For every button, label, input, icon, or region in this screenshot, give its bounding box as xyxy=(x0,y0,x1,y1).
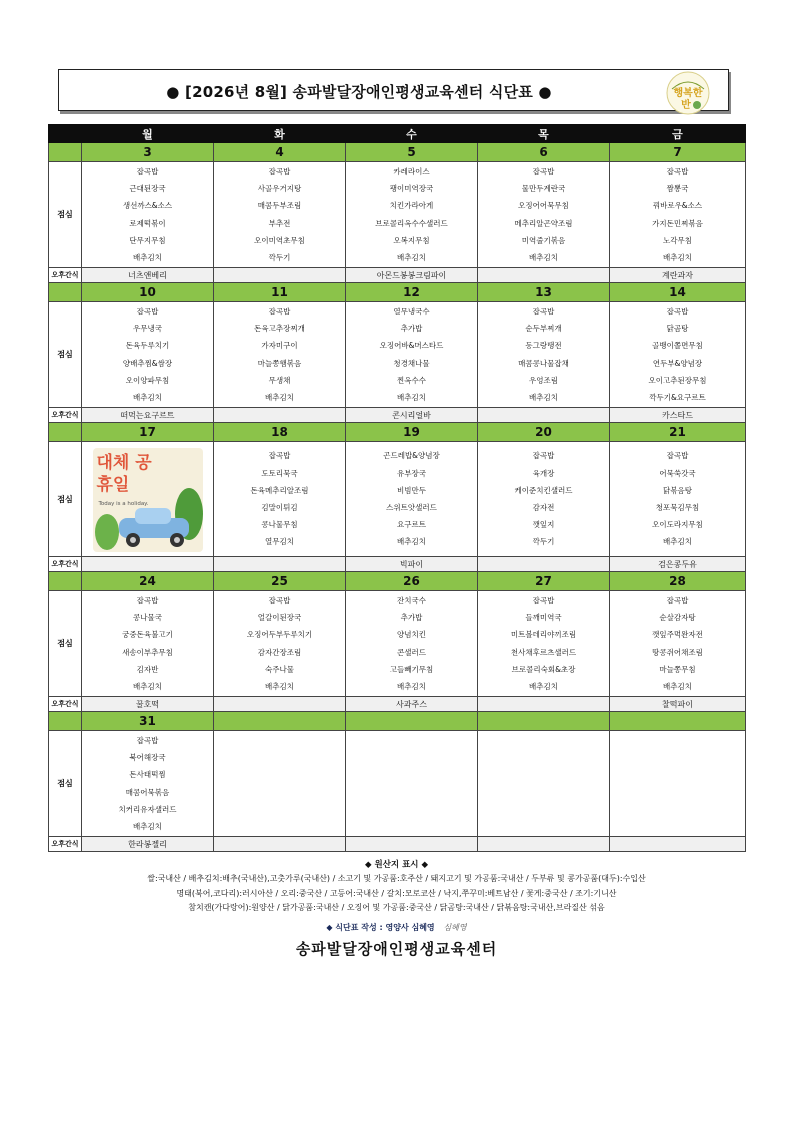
menu-item: 오이양파무침 xyxy=(125,375,170,385)
date-cell: 21 xyxy=(610,423,746,442)
menu-item: 얼갈이된장국 xyxy=(257,613,302,623)
snack-cell: 떠먹는요구르트 xyxy=(82,408,214,423)
menu-item: 배추김치 xyxy=(529,252,558,262)
snack-cell xyxy=(610,837,746,852)
date-cell: 12 xyxy=(346,283,478,302)
lunch-label: 점심 xyxy=(49,731,82,837)
date-cell: 26 xyxy=(346,572,478,591)
menu-item: 부추전 xyxy=(268,218,291,228)
origin-line: 참치캔(가다랑어):원양산 / 닭가공품:국내산 / 오징어 및 가공품:중국산 / 닭곰탕:국내산 / 닭볶음탕:국내산,브라질산 섞음 xyxy=(188,903,605,912)
menu-item: 잡곡밥 xyxy=(666,166,689,176)
lunch-row xyxy=(49,302,746,408)
menu-item: 잡곡밥 xyxy=(532,306,555,316)
menu-item: 열무냉국수 xyxy=(393,306,430,316)
date-cell: 14 xyxy=(610,283,746,302)
menu-item: 물만두계란국 xyxy=(521,184,566,194)
menu-item: 잡곡밥 xyxy=(532,451,555,461)
menu-item: 잡곡밥 xyxy=(268,166,291,176)
date-cell: 25 xyxy=(214,572,346,591)
menu-item: 미역줄기볶음 xyxy=(521,235,566,245)
menu-item: 생선까스&소스 xyxy=(122,201,173,211)
menu-item: 배추김치 xyxy=(133,392,162,402)
snack-cell xyxy=(478,697,610,712)
menu-item: 잡곡밥 xyxy=(532,595,555,605)
lunch-cell xyxy=(82,302,214,408)
lunch-cell xyxy=(346,442,478,557)
lunch-label: 점심 xyxy=(49,591,82,697)
snack-cell: 찰떡파이 xyxy=(610,697,746,712)
lunch-cell xyxy=(346,591,478,697)
date-cell: 19 xyxy=(346,423,478,442)
menu-item: 근대된장국 xyxy=(129,184,166,194)
origin-line: 쌀:국내산 / 배추김치:배추(국내산),고춧가루(국내산) / 소고기 및 가공품:호주산 / 돼지고기 및 가공품:국내산 / 두부류 및 콩가공품(대두):수입산 xyxy=(147,874,646,883)
snack-cell: 사과주스 xyxy=(346,697,478,712)
lunch-row xyxy=(49,591,746,697)
menu-item: 스위트앗샐러드 xyxy=(386,503,437,512)
lunch-row xyxy=(49,442,746,557)
menu-item: 매콤두부조림 xyxy=(257,201,302,211)
menu-item: 배추김치 xyxy=(133,681,162,691)
menu-item: 도토리묵국 xyxy=(261,468,298,478)
date-cell: 10 xyxy=(82,283,214,302)
menu-item: 김말이튀김 xyxy=(261,503,298,512)
menu-item: 잡곡밥 xyxy=(136,735,159,745)
lunch-cell xyxy=(346,302,478,408)
snack-cell xyxy=(478,268,610,283)
menu-item: 순살감자탕 xyxy=(659,613,696,623)
menu-item: 콩나물무침 xyxy=(261,520,298,530)
date-row xyxy=(49,143,746,162)
author-text: ◆ 식단표 작성 : 영양사 심혜영 xyxy=(326,923,435,932)
menu-item: 미트볼데리야끼조림 xyxy=(510,630,577,640)
menu-item: 유부장국 xyxy=(397,468,426,478)
menu-item: 청경채나물 xyxy=(393,358,430,368)
signature: 심혜영 xyxy=(443,923,467,932)
menu-item: 어묵쑥갓국 xyxy=(659,468,696,478)
menu-item: 잡곡밥 xyxy=(136,306,159,316)
snack-cell xyxy=(478,408,610,423)
date-row xyxy=(49,283,746,302)
menu-item: 잡곡밥 xyxy=(136,166,159,176)
snack-label: 오후간식 xyxy=(49,268,82,283)
date-cell: 13 xyxy=(478,283,610,302)
snack-label: 오후간식 xyxy=(49,408,82,423)
lunch-cell xyxy=(478,302,610,408)
menu-item: 카레라이스 xyxy=(393,166,430,176)
menu-item: 새송이부추무침 xyxy=(122,647,173,657)
date-cell xyxy=(214,712,346,731)
lunch-cell xyxy=(478,162,610,268)
menu-item: 돈육고추장찌개 xyxy=(254,324,305,334)
lunch-cell xyxy=(478,591,610,697)
lunch-cell xyxy=(82,731,214,837)
menu-item: 돈육두루치기 xyxy=(125,341,170,351)
menu-item: 배추김치 xyxy=(663,252,692,262)
menu-item: 짬뽕국 xyxy=(666,184,689,194)
date-cell: 18 xyxy=(214,423,346,442)
lunch-cell xyxy=(214,442,346,557)
menu-item: 요구르트 xyxy=(397,520,426,530)
menu-item: 우무냉국 xyxy=(133,324,162,334)
menu-item: 오징어어묵무침 xyxy=(518,201,569,211)
title-box xyxy=(58,69,729,111)
snack-cell xyxy=(82,557,214,572)
lunch-label: 점심 xyxy=(49,302,82,408)
header-corner xyxy=(49,125,82,143)
date-row xyxy=(49,572,746,591)
menu-item: 메추리알곤약조림 xyxy=(514,218,573,228)
snack-row xyxy=(49,697,746,712)
menu-item: 닭볶음탕 xyxy=(663,485,692,495)
menu-item: 배추김치 xyxy=(529,681,558,691)
snack-cell: 빅파이 xyxy=(346,557,478,572)
lunch-cell xyxy=(82,162,214,268)
weekday-label: 월 xyxy=(82,125,214,143)
menu-item: 노각무침 xyxy=(663,235,692,245)
snack-cell: 카스타드 xyxy=(610,408,746,423)
menu-item: 가자미구이 xyxy=(261,341,298,351)
menu-item: 팽이미역장국 xyxy=(389,184,434,194)
lunch-row xyxy=(49,731,746,837)
snack-label: 오후간식 xyxy=(49,837,82,852)
menu-item: 치커리유자샐러드 xyxy=(118,804,177,814)
menu-item: 육개장 xyxy=(532,468,555,478)
menu-item: 추가밥 xyxy=(400,324,423,334)
menu-item: 배추김치 xyxy=(397,392,426,402)
snack-cell xyxy=(214,268,346,283)
menu-item: 매콤콩나물잡채 xyxy=(518,358,569,368)
snack-cell: 너츠앤베리 xyxy=(82,268,214,283)
menu-item: 배추김치 xyxy=(663,681,692,691)
lunch-label: 점심 xyxy=(49,442,82,557)
date-cell: 17 xyxy=(82,423,214,442)
menu-item: 마늘쫑햄볶음 xyxy=(257,358,302,368)
holiday-title: 대체 공휴일 xyxy=(96,453,152,495)
menu-item: 브로콜리숙회&초장 xyxy=(511,664,576,674)
menu-item: 잡곡밥 xyxy=(532,166,555,176)
snack-cell xyxy=(214,837,346,852)
snack-row xyxy=(49,268,746,283)
date-cell: 3 xyxy=(82,143,214,162)
lunch-cell xyxy=(214,162,346,268)
lunch-cell xyxy=(610,442,746,557)
menu-item: 돈육메추리알조림 xyxy=(250,485,309,495)
holiday-subtitle: Today is a holiday. xyxy=(98,501,149,507)
origin-list xyxy=(48,872,745,916)
author-line xyxy=(48,922,745,933)
date-cell: 24 xyxy=(82,572,214,591)
menu-item: 청포묵김무침 xyxy=(655,503,700,512)
lunch-cell xyxy=(82,591,214,697)
menu-item: 배추김치 xyxy=(397,681,426,691)
menu-item: 양념치킨 xyxy=(397,630,426,640)
lunch-cell xyxy=(346,162,478,268)
menu-item: 오복지무침 xyxy=(393,235,430,245)
menu-item: 잡곡밥 xyxy=(268,451,291,461)
menu-item: 잡곡밥 xyxy=(666,306,689,316)
menu-item: 배추김치 xyxy=(265,392,294,402)
snack-cell: 검은콩두유 xyxy=(610,557,746,572)
snack-cell xyxy=(478,557,610,572)
origin-line: 명태(북어,코다리):러시아산 / 오리:중국산 / 고등어:국내산 / 갈치:모로코산 / 낙지,쭈꾸미:베트남산 / 꽃게:중국산 / 조기:기니산 xyxy=(176,888,617,898)
menu-item: 잡곡밥 xyxy=(666,451,689,461)
menu-item: 동그랑땡전 xyxy=(525,341,562,351)
date-cell: 11 xyxy=(214,283,346,302)
menu-item: 돈사태떡찜 xyxy=(129,770,166,780)
menu-item: 천사채후르츠샐러드 xyxy=(510,647,577,657)
menu-item: 숙주나물 xyxy=(265,664,294,674)
lunch-cell xyxy=(478,731,610,837)
menu-item: 가지돈민찌볶음 xyxy=(652,218,703,228)
snack-cell: 한라봉젤리 xyxy=(82,837,214,852)
menu-item: 사골우거지탕 xyxy=(257,184,302,194)
menu-item: 배추김치 xyxy=(529,392,558,402)
menu-item: 닭곰탕 xyxy=(666,324,689,334)
lunch-label: 점심 xyxy=(49,162,82,268)
weekday-label: 금 xyxy=(610,125,746,143)
menu-item: 잡곡밥 xyxy=(666,595,689,605)
menu-item: 단무지무침 xyxy=(129,235,166,245)
weekday-label: 화 xyxy=(214,125,346,143)
weekday-label: 목 xyxy=(478,125,610,143)
lunch-cell xyxy=(214,302,346,408)
snack-cell xyxy=(214,697,346,712)
date-cell: 27 xyxy=(478,572,610,591)
lunch-cell xyxy=(214,591,346,697)
weekday-label: 수 xyxy=(346,125,478,143)
menu-item: 우엉조림 xyxy=(529,375,558,385)
menu-item: 배추김치 xyxy=(265,681,294,691)
lunch-cell xyxy=(478,442,610,557)
menu-item: 배추김치 xyxy=(133,821,162,831)
holiday-illustration xyxy=(89,444,207,556)
menu-item: 들깨미역국 xyxy=(525,613,562,623)
snack-row xyxy=(49,837,746,852)
snack-cell: 꿀호떡 xyxy=(82,697,214,712)
menu-item: 오징어두부두루치기 xyxy=(246,630,313,640)
page-title: ● [2026년 8월] 송파발달장애인평생교육센터 식단표 ● xyxy=(166,83,552,101)
svg-text:행복한: 행복한 xyxy=(673,88,703,99)
menu-item: 배추김치 xyxy=(663,537,692,547)
menu-item: 배추김치 xyxy=(133,252,162,262)
menu-item: 순두부찌개 xyxy=(525,324,562,334)
menu-item: 로제떡볶이 xyxy=(129,218,166,228)
menu-item: 땅콩쥐어채조림 xyxy=(652,647,703,657)
menu-item: 배추김치 xyxy=(397,537,426,547)
lunch-row xyxy=(49,162,746,268)
menu-item: 잔치국수 xyxy=(397,595,426,605)
menu-item: 추가밥 xyxy=(400,613,423,623)
menu-item: 골뱅이쫄면무침 xyxy=(652,341,703,351)
date-cell: 31 xyxy=(82,712,214,731)
menu-item: 깻잎주먹완자전 xyxy=(652,630,703,640)
date-cell: 6 xyxy=(478,143,610,162)
menu-item: 깍두기 xyxy=(268,252,291,262)
menu-item: 깻잎지 xyxy=(532,520,555,530)
lunch-cell xyxy=(610,302,746,408)
date-row-corner xyxy=(49,423,82,442)
date-cell: 5 xyxy=(346,143,478,162)
menu-table xyxy=(48,124,746,852)
snack-row xyxy=(49,408,746,423)
date-cell xyxy=(346,712,478,731)
date-cell xyxy=(610,712,746,731)
snack-cell xyxy=(346,837,478,852)
menu-item: 매콤어묵볶음 xyxy=(125,787,170,797)
lunch-cell xyxy=(214,731,346,837)
snack-cell xyxy=(214,557,346,572)
date-cell: 28 xyxy=(610,572,746,591)
lunch-cell xyxy=(82,442,214,557)
menu-item: 오이미역초무침 xyxy=(254,235,305,245)
menu-item: 무생채 xyxy=(268,375,291,385)
menu-item: 잡곡밥 xyxy=(268,306,291,316)
date-row-corner xyxy=(49,572,82,591)
date-row-corner xyxy=(49,283,82,302)
date-cell: 4 xyxy=(214,143,346,162)
snack-row xyxy=(49,557,746,572)
menu-item: 깍두기 xyxy=(532,537,555,547)
lunch-cell xyxy=(610,731,746,837)
menu-item: 콩나물국 xyxy=(133,613,162,623)
date-cell xyxy=(478,712,610,731)
date-cell: 7 xyxy=(610,143,746,162)
snack-label: 오후간식 xyxy=(49,557,82,572)
menu-item: 찐옥수수 xyxy=(397,375,426,385)
lunch-cell xyxy=(610,162,746,268)
menu-item: 꿔바로우&소스 xyxy=(652,201,703,211)
menu-item: 궁중돈육불고기 xyxy=(122,630,173,640)
menu-item: 치킨가라아게 xyxy=(389,201,434,211)
date-row xyxy=(49,423,746,442)
date-cell: 20 xyxy=(478,423,610,442)
menu-item: 곤드레밥&양념장 xyxy=(383,451,440,461)
menu-item: 고들빼기무침 xyxy=(389,664,434,674)
menu-item: 감자간장조림 xyxy=(257,647,302,657)
lunch-cell xyxy=(610,591,746,697)
menu-item: 양배추찜&쌈장 xyxy=(122,358,173,368)
menu-item: 연두부&양념장 xyxy=(652,358,703,368)
menu-item: 마늘쫑무침 xyxy=(659,664,696,674)
weekday-header xyxy=(49,125,746,143)
menu-item: 감자전 xyxy=(532,503,555,512)
menu-item: 배추김치 xyxy=(397,252,426,262)
organization-name: 송파발달장애인평생교육센터 xyxy=(295,940,498,958)
menu-item: 브로콜리옥수수샐러드 xyxy=(375,218,448,228)
menu-item: 오이도라지무침 xyxy=(652,520,703,530)
snack-cell: 계란과자 xyxy=(610,268,746,283)
menu-item: 케이준치킨샐러드 xyxy=(514,485,573,495)
menu-item: 오징어바&머스타드 xyxy=(379,341,444,351)
menu-item: 비빔만두 xyxy=(397,485,426,495)
svg-text:반: 반 xyxy=(681,100,691,111)
snack-cell xyxy=(478,837,610,852)
menu-item: 오이고추된장무침 xyxy=(648,375,707,385)
lunch-cell xyxy=(346,731,478,837)
menu-item: 열무김치 xyxy=(265,537,294,547)
snack-cell: 콘시리얼바 xyxy=(346,408,478,423)
center-logo xyxy=(666,71,710,115)
snack-label: 오후간식 xyxy=(49,697,82,712)
menu-item: 콘샐러드 xyxy=(397,647,426,657)
menu-item: 북어해장국 xyxy=(129,753,166,763)
date-row-corner xyxy=(49,712,82,731)
origin-title: ◆ 원산지 표시 ◆ xyxy=(364,860,428,870)
date-row xyxy=(49,712,746,731)
snack-cell xyxy=(214,408,346,423)
menu-item: 깍두기&요구르트 xyxy=(649,392,706,402)
menu-item: 잡곡밥 xyxy=(136,595,159,605)
date-row-corner xyxy=(49,143,82,162)
snack-cell: 아몬드봉봉크림파이 xyxy=(346,268,478,283)
menu-item: 김자반 xyxy=(136,664,159,674)
menu-item: 잡곡밥 xyxy=(268,595,291,605)
